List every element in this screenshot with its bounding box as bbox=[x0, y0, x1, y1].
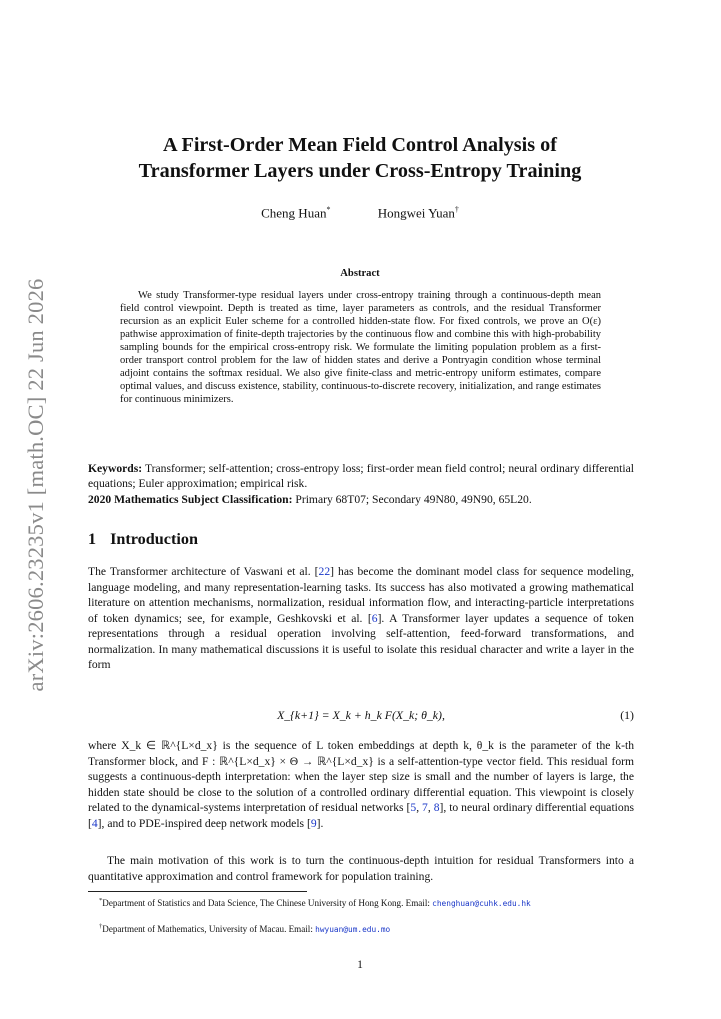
citation-link[interactable]: 8 bbox=[433, 801, 440, 814]
paper-title bbox=[80, 132, 640, 184]
arxiv-identifier: arXiv:2606.23235v1 [math.OC] 22 Jun 2026 bbox=[23, 278, 48, 692]
email-link[interactable]: hwyuan@um.edu.mo bbox=[315, 925, 391, 935]
author-1: Cheng Huan* bbox=[261, 205, 331, 221]
citation-link[interactable]: 5 bbox=[410, 801, 417, 814]
citation-link[interactable]: 6 bbox=[371, 611, 378, 625]
author-2: Hongwei Yuan† bbox=[377, 205, 459, 221]
section-title: Introduction bbox=[110, 530, 198, 548]
page-number: 1 bbox=[357, 958, 363, 971]
keywords bbox=[88, 461, 634, 492]
equation-1 bbox=[88, 708, 634, 724]
equation-number: (1) bbox=[620, 708, 634, 722]
footnote-rule bbox=[88, 891, 307, 892]
author-2-mark: † bbox=[454, 205, 459, 214]
citation-link[interactable]: 7 bbox=[422, 801, 428, 814]
citation-link[interactable]: 22 bbox=[318, 565, 331, 578]
paragraph-2: where X_k ∈ ℝ^{L×d_x} is the sequence of L token embeddings at depth k, θ_k is the parameter of the k-th Transformer block, and F : ℝ^{L×d_x} × Θ → ℝ^{L×d_x} is a self-attention-type vector field. This residual form suggests a continuous-depth interpretation: when the layer step size is small and the number of layers is large, the hidden state should be close to the solution of a controlled ordinary differential equation. This viewpoint is closely related to the dynamical-systems interpretation of residual networks [5, 7, 8], to neural ordinary differential equations [4], and to PDE-inspired deep network models [9]. bbox=[88, 739, 635, 830]
paragraph-1: The Transformer architecture of Vaswani et al. [22] has become the dominant model class for sequence modeling, language modeling, and many representation-learning tasks. Its success has also motivated a growing mathematical literature on attention mechanisms, normalization, residual information flow, and interacting-particle interpretations of token dynamics; see, for example, Geshkovski et al. [6]. A Transformer layer updates a sequence of token representations through a residual operation involving self-attention, feed-forward transformations, and normalization. In many mathematical discussions it is useful to isolate this residual character and write a layer in the form bbox=[88, 565, 634, 671]
equation-body: X_{k+1} = X_k + h_k F(X_k; θ_k), bbox=[277, 708, 445, 722]
author-1-mark: * bbox=[326, 205, 331, 214]
keywords-label: Keywords: bbox=[88, 462, 143, 475]
keywords-text: Transformer; self-attention; cross-entropy loss; first-order mean field control; neural ordinary differential equations; Euler approximation; empirical risk. bbox=[88, 462, 634, 491]
section-heading bbox=[88, 530, 198, 549]
section-number: 1 bbox=[88, 530, 97, 548]
citation-link[interactable]: 4 bbox=[91, 816, 98, 830]
title-line-1: A First-Order Mean Field Control Analysis of bbox=[162, 134, 557, 156]
email-link[interactable]: chenghuan@cuhk.edu.hk bbox=[432, 899, 531, 909]
abstract-heading: Abstract bbox=[340, 268, 380, 279]
msc-label: 2020 Mathematics Subject Classification: bbox=[88, 493, 293, 506]
footnote-2: †Department of Mathematics, University of Macau. Email: hwyuan@um.edu.mo bbox=[99, 923, 391, 935]
paragraph-3: The main motivation of this work is to turn the continuous-depth intuition for residual Transformers into a quantitative approximation and control framework for population training. bbox=[88, 854, 634, 883]
citation-link[interactable]: 9 bbox=[310, 816, 317, 830]
author-list bbox=[80, 205, 640, 221]
arxiv-identifier-sidebar bbox=[16, 280, 56, 690]
title-line-2: Transformer Layers under Cross-Entropy Training bbox=[138, 160, 582, 182]
msc-classification bbox=[88, 492, 648, 507]
abstract-text: We study Transformer-type residual layers under cross-entropy training through a continuous-depth mean field control viewpoint. Depth is treated as time, layer parameters as controls, and the residual Transformer recursion as an explicit Euler scheme for a controlled hidden-state flow. For fixed controls, we prove an O(ε) pathwise approximation of finite-depth trajectories by the continuous flow and combine this with high-probability sampling bounds for the empirical cross-entropy risk. We formulate the limiting population problem as a first-order transport control problem for the law of hidden states and derive a Pontryagin condition whose terminal adjoint contains the softmax residual. We also give finite-class and metric-entropy uniform estimates, compare optimal values, and discuss existence, stability, continuous-to-discrete recovery, initialization, and range estimates for continuous minimizers. bbox=[120, 290, 601, 406]
msc-text: Primary 68T07; Secondary 49N80, 49N90, 65L20. bbox=[295, 493, 532, 506]
footnote-1: *Department of Statistics and Data Science, The Chinese University of Hong Kong. Email: chenghuan@cuhk.edu.hk bbox=[99, 897, 531, 909]
